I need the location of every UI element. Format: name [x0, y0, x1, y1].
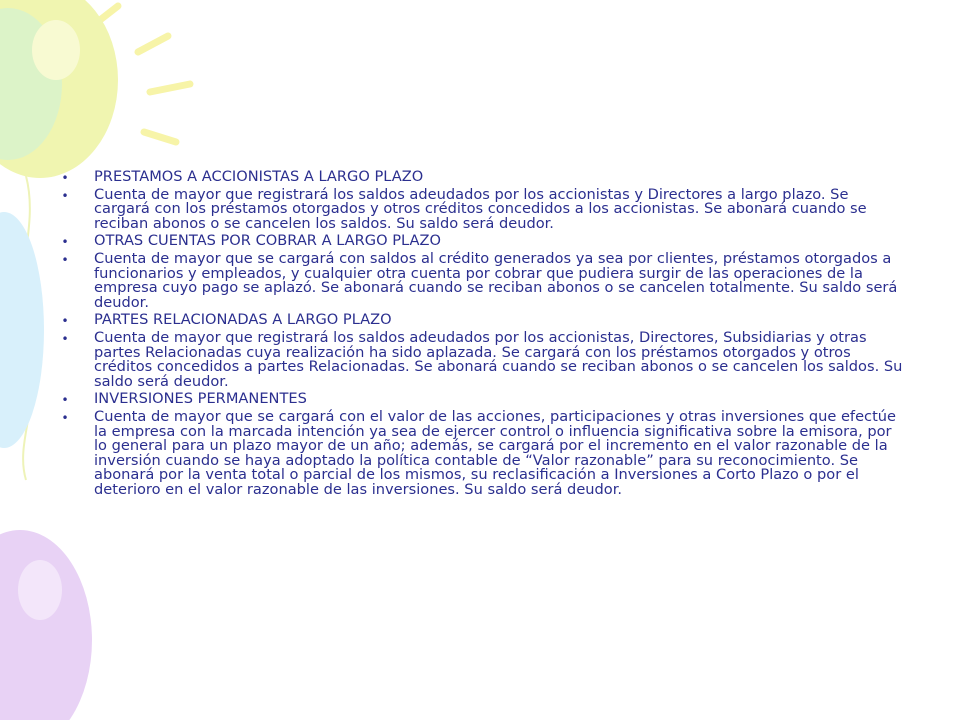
- list-item-text: Cuenta de mayor que se cargará con saldos al crédito generados ya sea por clientes, préstamos otorgados a funcionarios y empleados, y cualquier otra cuenta por cobrar que pudiera surgir de las operaciones de la empresa cuyo pago se aplazó. Se abonará cuando se reciban abonos o se cancelen totalmente. Su saldo será deudor.: [94, 249, 898, 311]
- balloon-highlight: [18, 560, 62, 620]
- list-item: [58, 407, 908, 498]
- bullet-point: •: [61, 331, 69, 346]
- bullet-list: [58, 170, 908, 500]
- list-item: [58, 249, 908, 311]
- list-item: [58, 313, 908, 328]
- list-item-text: PARTES RELACIONADAS A LARGO PLAZO: [94, 311, 392, 329]
- list-item-text: OTRAS CUENTAS POR COBRAR A LARGO PLAZO: [94, 232, 441, 250]
- bullet-point: •: [61, 188, 69, 203]
- list-item: [58, 185, 908, 232]
- list-item-text: Cuenta de mayor que se cargará con el valor de las acciones, participaciones y otras inversiones que efectúe la empresa con la marcada intención ya sea de ejercer control o influencia significativa sobre la emisora, por lo general para un plazo mayor de un año; además, se cargará por el incremento en el valor razonable de la inversión cuando se haya adoptado la política contable de “Valor razonable” para su reconocimiento. Se abonará por la venta total o parcial de los mismos, su reclasificación a Inversiones a Corto Plazo o por el deterioro en el valor razonable de las inversiones. Su saldo será deudor.: [94, 407, 897, 498]
- list-item-text: INVERSIONES PERMANENTES: [94, 390, 307, 408]
- bullet-point: •: [61, 252, 69, 267]
- lilac-balloon: [0, 530, 92, 720]
- list-item: [58, 234, 908, 249]
- list-item: [58, 328, 908, 390]
- bullet-point: •: [61, 393, 69, 408]
- list-item-text: Cuenta de mayor que registrará los saldos adeudados por los accionistas, Directores, Subsidiarias y otras partes Relacionadas cuya realización ha sido aplazada. Se cargará con los préstamos otorgados y otros créditos concedidos a partes Relacionadas. Se abonará cuando se reciban abonos o se cancelen los saldos. Su saldo será deudor.: [94, 328, 903, 390]
- list-item-text: Cuenta de mayor que registrará los saldos adeudados por los accionistas y Directores a largo plazo. Se cargará con los préstamos otorgados y otros créditos concedidos a los accionistas. Se abonará cuando se reciban abonos o se cancelen los saldos. Su saldo será deudor.: [94, 185, 867, 232]
- list-item: [58, 170, 908, 185]
- list-item-text: PRESTAMOS A ACCIONISTAS A LARGO PLAZO: [94, 168, 424, 185]
- bullet-point: •: [61, 410, 69, 425]
- bullet-point: •: [61, 314, 69, 329]
- balloon-highlight: [32, 20, 80, 80]
- blue-balloon: [0, 212, 44, 448]
- bullet-point: •: [61, 235, 69, 250]
- bullet-point: •: [61, 171, 69, 185]
- list-item: [58, 392, 908, 407]
